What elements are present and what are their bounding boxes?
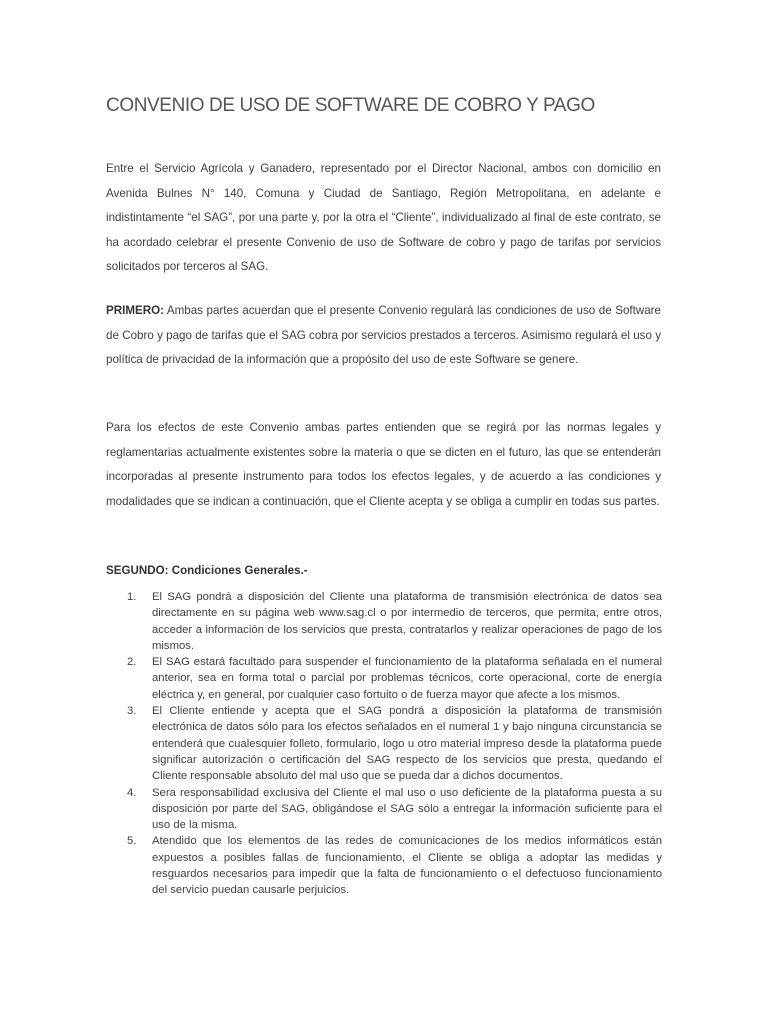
list-item bbox=[106, 703, 662, 784]
list-item-text: El SAG pondrá a disposición del Cliente una plataforma de transmisión electrónica de datos sea directamente en su página web www.sag.cl o por intermedio de terceros, que permita, entre otros, acceder a información de los servicios que presta, contratarlos y realizar operaciones de pago de los mismos. bbox=[152, 591, 662, 652]
list-item-number: 4. bbox=[127, 786, 137, 799]
list-item-number: 1. bbox=[127, 591, 137, 603]
list-item-number: 5. bbox=[127, 835, 137, 848]
primero-text: Ambas partes acuerdan que el presente Convenio regulará las condiciones de uso de Software de Cobro y pago de tarifas que el SAG cobra por servicios prestados a terceros. Asimismo regulará el uso y política de privacidad de la información que a propósito del uso de este Software se genere. bbox=[106, 304, 661, 366]
list-item-number: 3. bbox=[127, 705, 137, 718]
conditions-list bbox=[106, 589, 662, 899]
list-item bbox=[106, 785, 662, 834]
document-title: CONVENIO DE USO DE SOFTWARE DE COBRO Y PAGO bbox=[106, 95, 595, 116]
list-item-number: 2. bbox=[127, 656, 137, 669]
segundo-heading: SEGUNDO: Condiciones Generales.- bbox=[106, 564, 308, 577]
list-item bbox=[106, 589, 662, 654]
list-item bbox=[106, 833, 662, 898]
efectos-paragraph: Para los efectos de este Convenio ambas partes entienden que se regirá por las normas legales y reglamentarias actualmente existentes sobre la materia o que se dicten en el futuro, las que se entenderán incorporadas al presente instrumento para todos los efectos legales, y de acuerdo a las condiciones y modalidades que se indican a continuación, que el Cliente acepta y se obliga a cumplir en todas sus partes. bbox=[106, 421, 661, 508]
list-item-text: Sera responsabilidad exclusiva del Cliente el mal uso o uso deficiente de la plataforma puesta a su disposición por parte del SAG, obligándose el SAG sólo a entregar la información suficiente para el uso de la misma. bbox=[152, 786, 662, 832]
primero-label: PRIMERO: bbox=[106, 304, 164, 317]
list-item-text: Atendido que los elementos de las redes de comunicaciones de los medios informáticos están expuestos a posibles fallas de funcionamiento, el Cliente se obliga a adoptar las medidas y resguardos necesarios para impedir que la falta de funcionamiento o el defectuoso funcionamiento del servicio puedan causarle perjuicios. bbox=[152, 835, 662, 897]
list-item-text: El Cliente entiende y acepta que el SAG pondrá a disposición la plataforma de transmisión electrónica de datos sólo para los efectos señalados en el numeral 1 y bajo ninguna circunstancia se entenderá que cualesquier folleto, formulario, logo u otro material impreso desde la plataforma puede significar autorización o certificación del SAG respecto de los servicios que presta, quedando el Cliente responsable absoluto del mal uso que se pueda dar a dichos documentos. bbox=[152, 705, 662, 783]
primero-paragraph bbox=[106, 299, 661, 373]
list-item bbox=[106, 654, 662, 703]
list-item-text: El SAG estará facultado para suspender el funcionamiento de la plataforma señalada en el numeral anterior, sea en forma total o parcial por problemas técnicos, corte operacional, corte de energía eléctrica y, en general, por cualquier caso fortuito o de fuerza mayor que afecte a los mismos. bbox=[152, 656, 662, 701]
intro-paragraph: Entre el Servicio Agrícola y Ganadero, representado por el Director Nacional, ambos con domicilio en Avenida Bulnes N° 140, Comuna y Ciudad de Santiago, Región Metropolitana, en adelante e indistintamente “el SAG”, por una parte y, por la otra el “Cliente”, individualizado al final de este contrato, se ha acordado celebrar el presente Convenio de uso de Software de cobro y pago de tarifas por servicios solicitados por terceros al SAG. bbox=[106, 162, 661, 273]
